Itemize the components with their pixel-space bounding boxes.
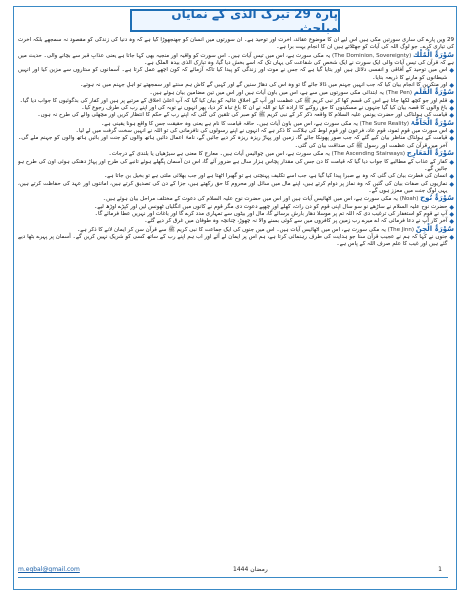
section-intro: یہ مکی سورت ہے، اس میں اٹھائیس آیات ہیں اور اس میں حضرت نوح علیہ السلام کی دعوت کے مختلف مراحل بیان ہوئے ہیں۔ bbox=[102, 196, 398, 203]
bullet-icon: ◆ bbox=[449, 135, 454, 143]
section-intro: یہ مکی سورت ہے، اس میں تیس آیات ہیں۔ اس سورت کو واقیہ اور منجیہ بھی کہا جاتا ہے یعنی عذابِ قبر سے بچانے والی۔ حدیث میں ہے کہ قرآن کی تیس آیات والی ایک سورت نے ایک شخص کی شفاعت کی یہاں تک کہ اسے بخش دیا گیا، وہ تبارک الذی بیدہ الملک ہے۔ bbox=[18, 52, 454, 67]
list-item-text: نمازیوں کی صفات بیان کی گئیں کہ وہ نماز پر دوام کرتے ہیں، اپنے مال میں سائل اور محروم کا حق رکھتے ہیں، جزا کے دن کی تصدیق کرتے ہیں، امانتوں اور عہد کی حفاظت کرتے ہیں، یہی لوگ جنت میں معزز ہوں گے۔ bbox=[18, 180, 448, 194]
bullet-icon: ◆ bbox=[449, 180, 454, 188]
section-intro: یہ مکی سورت ہے، اس میں چوالیس آیات ہیں۔ معارج کا معنی ہے سیڑھیاں یا بلندی کے درجات۔ bbox=[108, 151, 330, 158]
list-item bbox=[18, 173, 454, 180]
email-link[interactable]: m.eqbal@gmail.com bbox=[18, 566, 80, 573]
bullet-icon: ◆ bbox=[449, 97, 454, 105]
list-item bbox=[18, 181, 454, 196]
list-item bbox=[18, 82, 454, 89]
footer-date: رمضان 1444 bbox=[233, 566, 268, 573]
list-item bbox=[18, 159, 454, 174]
bullet-icon: ◆ bbox=[449, 233, 454, 241]
section-maarij bbox=[18, 150, 454, 158]
bullet-icon: ◆ bbox=[449, 128, 454, 136]
section-heading: سُوْرَۃُ نُوح bbox=[420, 194, 454, 203]
section-heading-en: (The Jinn) bbox=[387, 226, 415, 233]
section-heading: سُوْرَۃُ الْحَآقَّۃ bbox=[410, 118, 454, 127]
bullet-icon: ◆ bbox=[449, 210, 454, 218]
list-item-text: باغ والوں کا قصہ بیان کیا گیا جنہوں نے مسکینوں کا حق روکنے کا ارادہ کیا تو اللہ نے ان کا باغ تباہ کر دیا، پھر انہوں نے توبہ کی اور اپنے رب کی طرف رجوع کیا۔ bbox=[81, 105, 448, 112]
list-item bbox=[18, 98, 454, 105]
list-item bbox=[18, 218, 454, 225]
bullet-icon: ◆ bbox=[449, 158, 454, 166]
section-qalam bbox=[18, 89, 454, 97]
section-haqqah bbox=[18, 120, 454, 128]
list-item bbox=[18, 112, 454, 119]
list-item-text: حضرت نوح علیہ السلام نے ساڑھے نو سو سال اپنی قوم کو دن رات، کھلے اور چھپے دعوت دی مگر قوم نے کانوں میں انگلیاں ٹھونس لیں اور کپڑے اوڑھ لیے۔ bbox=[94, 203, 448, 210]
list-item-text: آخر کار آپ نے دعا فرمائی کہ اے میرے رب زمین پر کافروں میں سے کوئی بسنے والا نہ چھوڑ، چنانچہ وہ طوفان میں غرق کر دیے گئے۔ bbox=[144, 218, 448, 225]
page-title: پارہ 29 تبرک الذی کے نمایاں مباحث bbox=[171, 6, 338, 35]
bullet-icon: ◆ bbox=[449, 105, 454, 113]
bullet-icon: ◆ bbox=[449, 218, 454, 226]
list-item-text: آپ نے قوم کو استغفار کی ترغیب دی کہ اللہ تم پر موسلا دھار بارش برسائے گا، مال اور بیٹوں سے تمہاری مدد کرے گا اور باغات اور نہریں عطا فرمائے گا۔ bbox=[94, 210, 448, 217]
section-heading-en: (The Dominion, Sovereignty) bbox=[332, 52, 412, 59]
list-item-text: اس میں توحید کے آفاقی و انفسی دلائل ہیں اور بتایا گیا ہے کہ جس نے موت اور زندگی کو پیدا کیا تاکہ آزمائے کہ کون اچھے عمل کرتا ہے۔ آسمانوں کو ستاروں سے مزین کیا اور انہیں شیطانوں کو مارنے کا ذریعہ بنایا۔ bbox=[18, 67, 448, 81]
list-item-text: انسان کی فطرت بیان کی گئی کہ وہ بے صبرا پیدا کیا گیا ہے، جب اسے تکلیف پہنچتی ہے تو گھبرا اٹھتا ہے اور جب بھلائی ملتی ہے تو بخیل بن جاتا ہے۔ bbox=[103, 173, 448, 180]
bullet-icon: ◆ bbox=[449, 112, 454, 120]
section-mulk bbox=[18, 52, 454, 68]
list-item-text: قیامت کے ہولناک مناظر بیان کیے گئے کہ جب صور پھونکا جائے گا، زمین اور پہاڑ ریزہ ریزہ کر دیے جائیں گے، نامۂ اعمال دائیں ہاتھ والوں کو جنت اور بائیں ہاتھ والوں کو جہنم ملے گی۔ آخر میں قرآن کی عظمت اور رسول ﷺ کی صداقت بیان کی گئی۔ bbox=[18, 135, 448, 149]
section-heading: سُوْرَۃُ الْقَلَم bbox=[413, 88, 454, 97]
bullet-icon: ◆ bbox=[449, 82, 454, 90]
bullet-icon: ◆ bbox=[449, 203, 454, 211]
list-item bbox=[18, 234, 454, 249]
section-heading-en: (The Ascending Stairways) bbox=[331, 151, 406, 158]
section-nuh bbox=[18, 195, 454, 203]
list-item-text: اور منکرین کا انجام بیان کیا کہ جب انہیں جہنم میں ڈالا جائے گا تو وہ اس کی دھاڑ سنیں گے اور کہیں گے کاش ہم سنتے اور سمجھتے تو اہلِ جہنم میں نہ ہوتے۔ bbox=[79, 82, 448, 89]
list-item bbox=[18, 67, 454, 82]
section-intro: یہ ابتدائی مکی سورتوں میں سے ہے، اس میں باون آیات ہیں اور اس میں تین مضامین بیان ہوئے ہیں۔ bbox=[149, 90, 384, 97]
intro-paragraph: 29 ویں پارے کی ساری سورتیں مکی ہیں اس لیے ان کا موضوع عقائد، آخرت اور توحید ہے۔ ان سورتوں میں انسان کو جھنجھوڑا گیا ہے کہ وہ دنیا کی زندگی کو مقصود نہ سمجھے بلکہ آخرت کی تیاری کرے۔ جو لوگ اللہ کی آیات کو جھٹلاتے ہیں ان کا انجام بہت برا ہے۔ bbox=[18, 37, 454, 51]
section-heading: سُوْرَۃُ الْمُلْك bbox=[413, 50, 454, 59]
section-heading: سُوْرَۃُ الْمَعَارِج bbox=[406, 149, 454, 158]
document-body bbox=[18, 37, 454, 559]
page-footer bbox=[18, 566, 454, 578]
list-item-text: قیامت کی ہولناکی اور حضرت یونس علیہ السلام کا واقعہ ذکر کر کے نبی کریم ﷺ کو صبر کی تلقین کی گئی کہ اپنے رب کے حکم کا انتظار کریں اور مچھلی والے کی طرح نہ ہوں۔ bbox=[37, 112, 448, 119]
list-item bbox=[18, 204, 454, 211]
section-jinn bbox=[18, 226, 454, 234]
page-number: 1 bbox=[438, 566, 442, 573]
list-item-text: جنوں نے کہا کہ ہم نے عجیب قرآن سنا جو ہدایت کی طرف رہنمائی کرتا ہے، ہم اس پر ایمان لے آئے اور اب ہم اپنے رب کے ساتھ کسی کو شریک نہیں کریں گے۔ آسمان پر پہرے بٹھا دیے گئے ہیں اور غیب کا علم صرف اللہ کے پاس ہے۔ bbox=[18, 233, 448, 248]
section-heading: سُوْرَۃُ الْجِنّ bbox=[415, 224, 454, 233]
section-intro: یہ مکی سورت ہے، اس میں باون آیات ہیں۔ حاقہ قیامت کا نام ہے یعنی وہ حقیقت جس کا واقع ہونا یقینی ہے۔ bbox=[100, 120, 358, 127]
section-intro: یہ مکی سورت ہے، اس میں اٹھائیس آیات ہیں۔ اس میں جنوں کی ایک جماعت کا نبی کریم ﷺ سے قرآن سن کر ایمان لانے کا ذکر ہے۔ bbox=[77, 226, 386, 233]
title-box bbox=[130, 6, 340, 35]
bullet-icon: ◆ bbox=[449, 173, 454, 181]
section-heading-en: (The Pen) bbox=[385, 90, 412, 97]
list-item-text: قلم اور جو کچھ لکھا جاتا ہے اس کی قسم کھا کر نبی کریم ﷺ کی عظمت اور آپ کے اخلاقِ عالیہ کو بیان کیا گیا کہ آپ اعلیٰ اخلاق کے مرتبے پر ہیں اور کفار کی بدگوئیوں کا جواب دیا گیا۔ bbox=[19, 97, 448, 104]
list-item bbox=[18, 135, 454, 150]
list-item-text: اس سورت میں قومِ ثمود، قومِ عاد، فرعون اور قومِ لوط کی ہلاکت کا ذکر ہے کہ انہوں نے اپنے رسولوں کی نافرمانی کی تو اللہ نے انہیں سخت گرفت میں لے لیا۔ bbox=[75, 128, 448, 135]
list-item-text: کفار کے عذاب کے مطالبے کا جواب دیا گیا کہ قیامت کا دن جس کی مقدار پچاس ہزار سال ہے ضرور آئے گا، اس دن آسمان پگھلے ہوئے تانبے کی طرح اور پہاڑ دھنکی ہوئی اون کی طرح ہو جائیں گے۔ bbox=[18, 158, 448, 172]
section-heading-en: (The Sure Reality) bbox=[359, 120, 410, 127]
bullet-icon: ◆ bbox=[449, 67, 454, 75]
section-heading-en: (Noah) bbox=[399, 196, 419, 203]
